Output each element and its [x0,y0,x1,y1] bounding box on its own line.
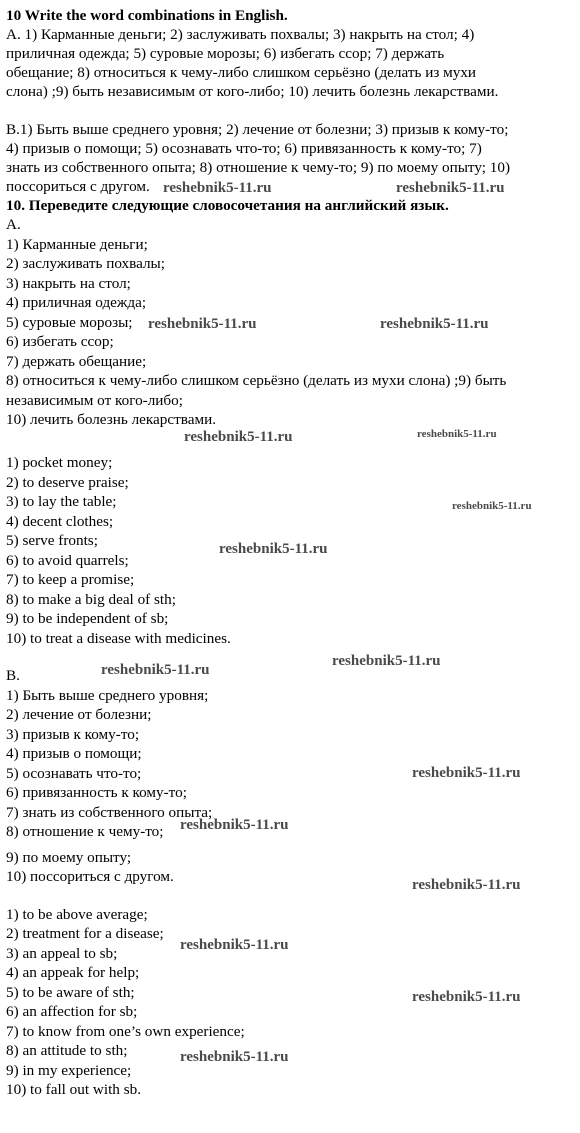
answer-item: 4) decent clothes; [6,513,114,530]
list-item: 9) по моему опыту; [6,849,132,866]
watermark: reshebnik5-11.ru [412,877,521,893]
exercise-title-ru: 10. Переведите следующие словосочетания на английский язык. [6,197,449,214]
list-item: 1) Быть выше среднего уровня; [6,687,209,704]
answer-item: 10) to fall out with sb. [6,1081,141,1098]
para-a-line: слона) ;9) быть независимым от кого-либо; 10) лечить болезнь лекарствами. [6,83,499,100]
list-item: 3) накрыть на стол; [6,275,131,292]
answer-item: 2) treatment for a disease; [6,925,164,942]
list-item: 4) призыв о помощи; [6,745,142,762]
para-a-line: А. 1) Карманные деньги; 2) заслуживать похвалы; 3) накрыть на стол; 4) [6,26,475,43]
watermark: reshebnik5-11.ru [380,316,489,332]
answer-item: 6) to avoid quarrels; [6,552,129,569]
watermark: reshebnik5-11.ru [184,429,293,445]
watermark: reshebnik5-11.ru [396,180,505,196]
watermark: reshebnik5-11.ru [417,428,497,440]
answer-item: 8) an attitude to sth; [6,1042,128,1059]
watermark: reshebnik5-11.ru [412,989,521,1005]
list-item: 5) суровые морозы; [6,314,133,331]
list-item: 3) призыв к кому-то; [6,726,140,743]
answer-item: 9) to be independent of sb; [6,610,169,627]
list-item: 7) знать из собственного опыта; [6,804,213,821]
exercise-title-en: 10 Write the word combinations in English. [6,7,288,24]
watermark: reshebnik5-11.ru [452,500,532,512]
answer-item: 2) to deserve praise; [6,474,129,491]
watermark: reshebnik5-11.ru [332,653,441,669]
answer-item: 10) to treat a disease with medicines. [6,630,231,647]
list-item: 5) осознавать что-то; [6,765,142,782]
list-item: 10) поссориться с другом. [6,868,174,885]
answer-item: 1) to be above average; [6,906,148,923]
list-item: 2) заслуживать похвалы; [6,255,165,272]
answer-item: 5) to be aware of sth; [6,984,135,1001]
answer-item: 8) to make a big deal of sth; [6,591,176,608]
section-a-label: А. [6,216,21,233]
answer-item: 3) an appeal to sb; [6,945,118,962]
answer-item: 3) to lay the table; [6,493,117,510]
list-item: 6) привязанность к кому-то; [6,784,187,801]
answer-item: 9) in my experience; [6,1062,132,1079]
answer-item: 6) an affection for sb; [6,1003,138,1020]
watermark: reshebnik5-11.ru [412,765,521,781]
para-b-line: 4) призыв о помощи; 5) осознавать что-то; 6) привязанность к кому-то; 7) [6,140,482,157]
para-b-line: поссориться с другом. [6,178,150,195]
answer-item: 7) to know from one’s own experience; [6,1023,245,1040]
para-a-line: приличная одежда; 5) суровые морозы; 6) избегать ссор; 7) держать [6,45,445,62]
list-item: 7) держать обещание; [6,353,147,370]
answer-item: 4) an appeak for help; [6,964,140,981]
watermark: reshebnik5-11.ru [219,541,328,557]
watermark: reshebnik5-11.ru [180,1049,289,1065]
list-item: 1) Карманные деньги; [6,236,148,253]
section-b-label: В. [6,667,20,684]
list-item: 2) лечение от болезни; [6,706,152,723]
answer-item: 5) serve fronts; [6,532,98,549]
list-item: 6) избегать ссор; [6,333,114,350]
list-item: 10) лечить болезнь лекарствами. [6,411,217,428]
list-item: 8) относиться к чему-либо слишком серьёзно (делать из мухи слона) ;9) быть [6,372,507,389]
para-b-line: знать из собственного опыта; 8) отношение к чему-то; 9) по моему опыту; 10) [6,159,511,176]
watermark: reshebnik5-11.ru [180,937,289,953]
para-b-line: В.1) Быть выше среднего уровня; 2) лечение от болезни; 3) призыв к кому-то; [6,121,509,138]
answer-item: 1) pocket money; [6,454,113,471]
answer-item: 7) to keep a promise; [6,571,135,588]
para-a-line: обещание; 8) относиться к чему-либо слишком серьёзно (делать из мухи [6,64,477,81]
watermark: reshebnik5-11.ru [163,180,272,196]
watermark: reshebnik5-11.ru [101,662,210,678]
list-item: независимым от кого-либо; [6,392,183,409]
watermark: reshebnik5-11.ru [180,817,289,833]
watermark: reshebnik5-11.ru [148,316,257,332]
list-item: 8) отношение к чему-то; [6,823,164,840]
list-item: 4) приличная одежда; [6,294,147,311]
